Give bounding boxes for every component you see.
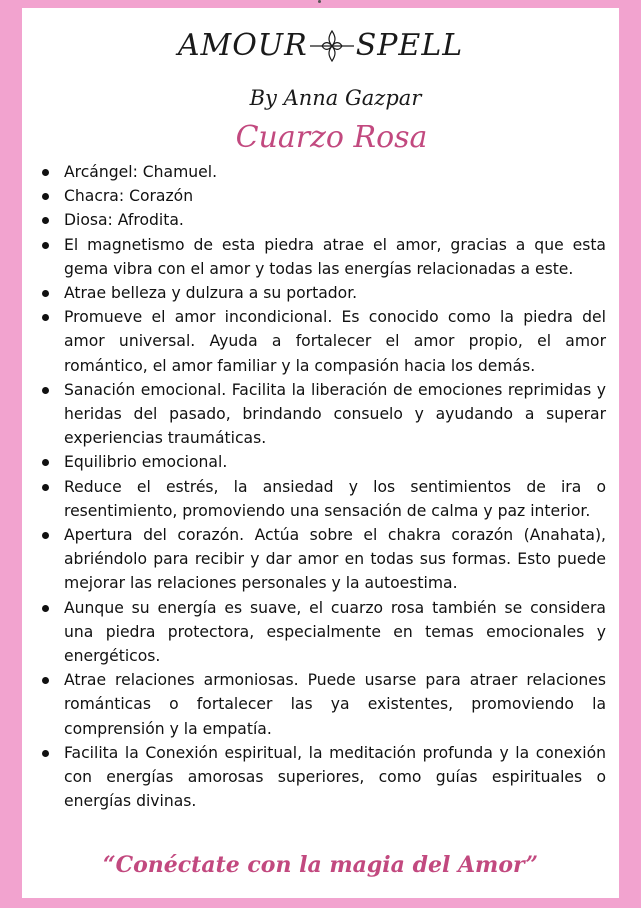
footer-quote: “Conéctate con la magia del Amor” — [102, 852, 539, 878]
list-item: Atrae belleza y dulzura a su portador. — [40, 281, 606, 305]
brand-left: AMOUR — [177, 28, 308, 63]
list-item: Arcángel: Chamuel. — [40, 160, 606, 184]
list-item: Diosa: Afrodita. — [40, 208, 606, 232]
list-item: El magnetismo de esta piedra atrae el amor, gracias a que esta gema vibra con el amor y todas las energías relacionadas a este. — [40, 233, 606, 281]
list-item: Atrae relaciones armoniosas. Puede usarse para atraer relaciones románticas o fortalecer las ya existentes, promoviendo la comprensión y la empatía. — [40, 668, 606, 741]
list-item: Equilibrio emocional. — [40, 450, 606, 474]
author-byline: By Anna Gazpar — [249, 86, 422, 110]
brand-right: SPELL — [355, 28, 464, 63]
top-dot-mark — [318, 0, 321, 3]
brand-logo — [0, 28, 641, 63]
list-item: Reduce el estrés, la ansiedad y los sentimientos de ira o resentimiento, promoviendo una sensación de calma y paz interior. — [40, 475, 606, 523]
list-item: Facilita la Conexión espiritual, la meditación profunda y la conexión con energías amorosas superiores, como guías espirituales o energías divinas. — [40, 741, 606, 814]
list-item: Promueve el amor incondicional. Es conocido como la piedra del amor universal. Ayuda a fortalecer el amor propio, el amor romántico, el amor familiar y la compasión hacia los demás. — [40, 305, 606, 378]
page-title: Cuarzo Rosa — [235, 120, 428, 155]
list-item: Chacra: Corazón — [40, 184, 606, 208]
list-item: Sanación emocional. Facilita la liberación de emociones reprimidas y heridas del pasado, brindando consuelo y ayudando a superar experiencias traumáticas. — [40, 378, 606, 451]
list-item: Aunque su energía es suave, el cuarzo rosa también se considera una piedra protectora, especialmente en temas emocionales y energéticos. — [40, 596, 606, 669]
ornament-icon — [310, 29, 354, 63]
list-item: Apertura del corazón. Actúa sobre el chakra corazón (Anahata), abriéndolo para recibir y dar amor en todas sus formas. Esto puede mejorar las relaciones personales y la autoestima. — [40, 523, 606, 596]
properties-list — [40, 160, 606, 813]
